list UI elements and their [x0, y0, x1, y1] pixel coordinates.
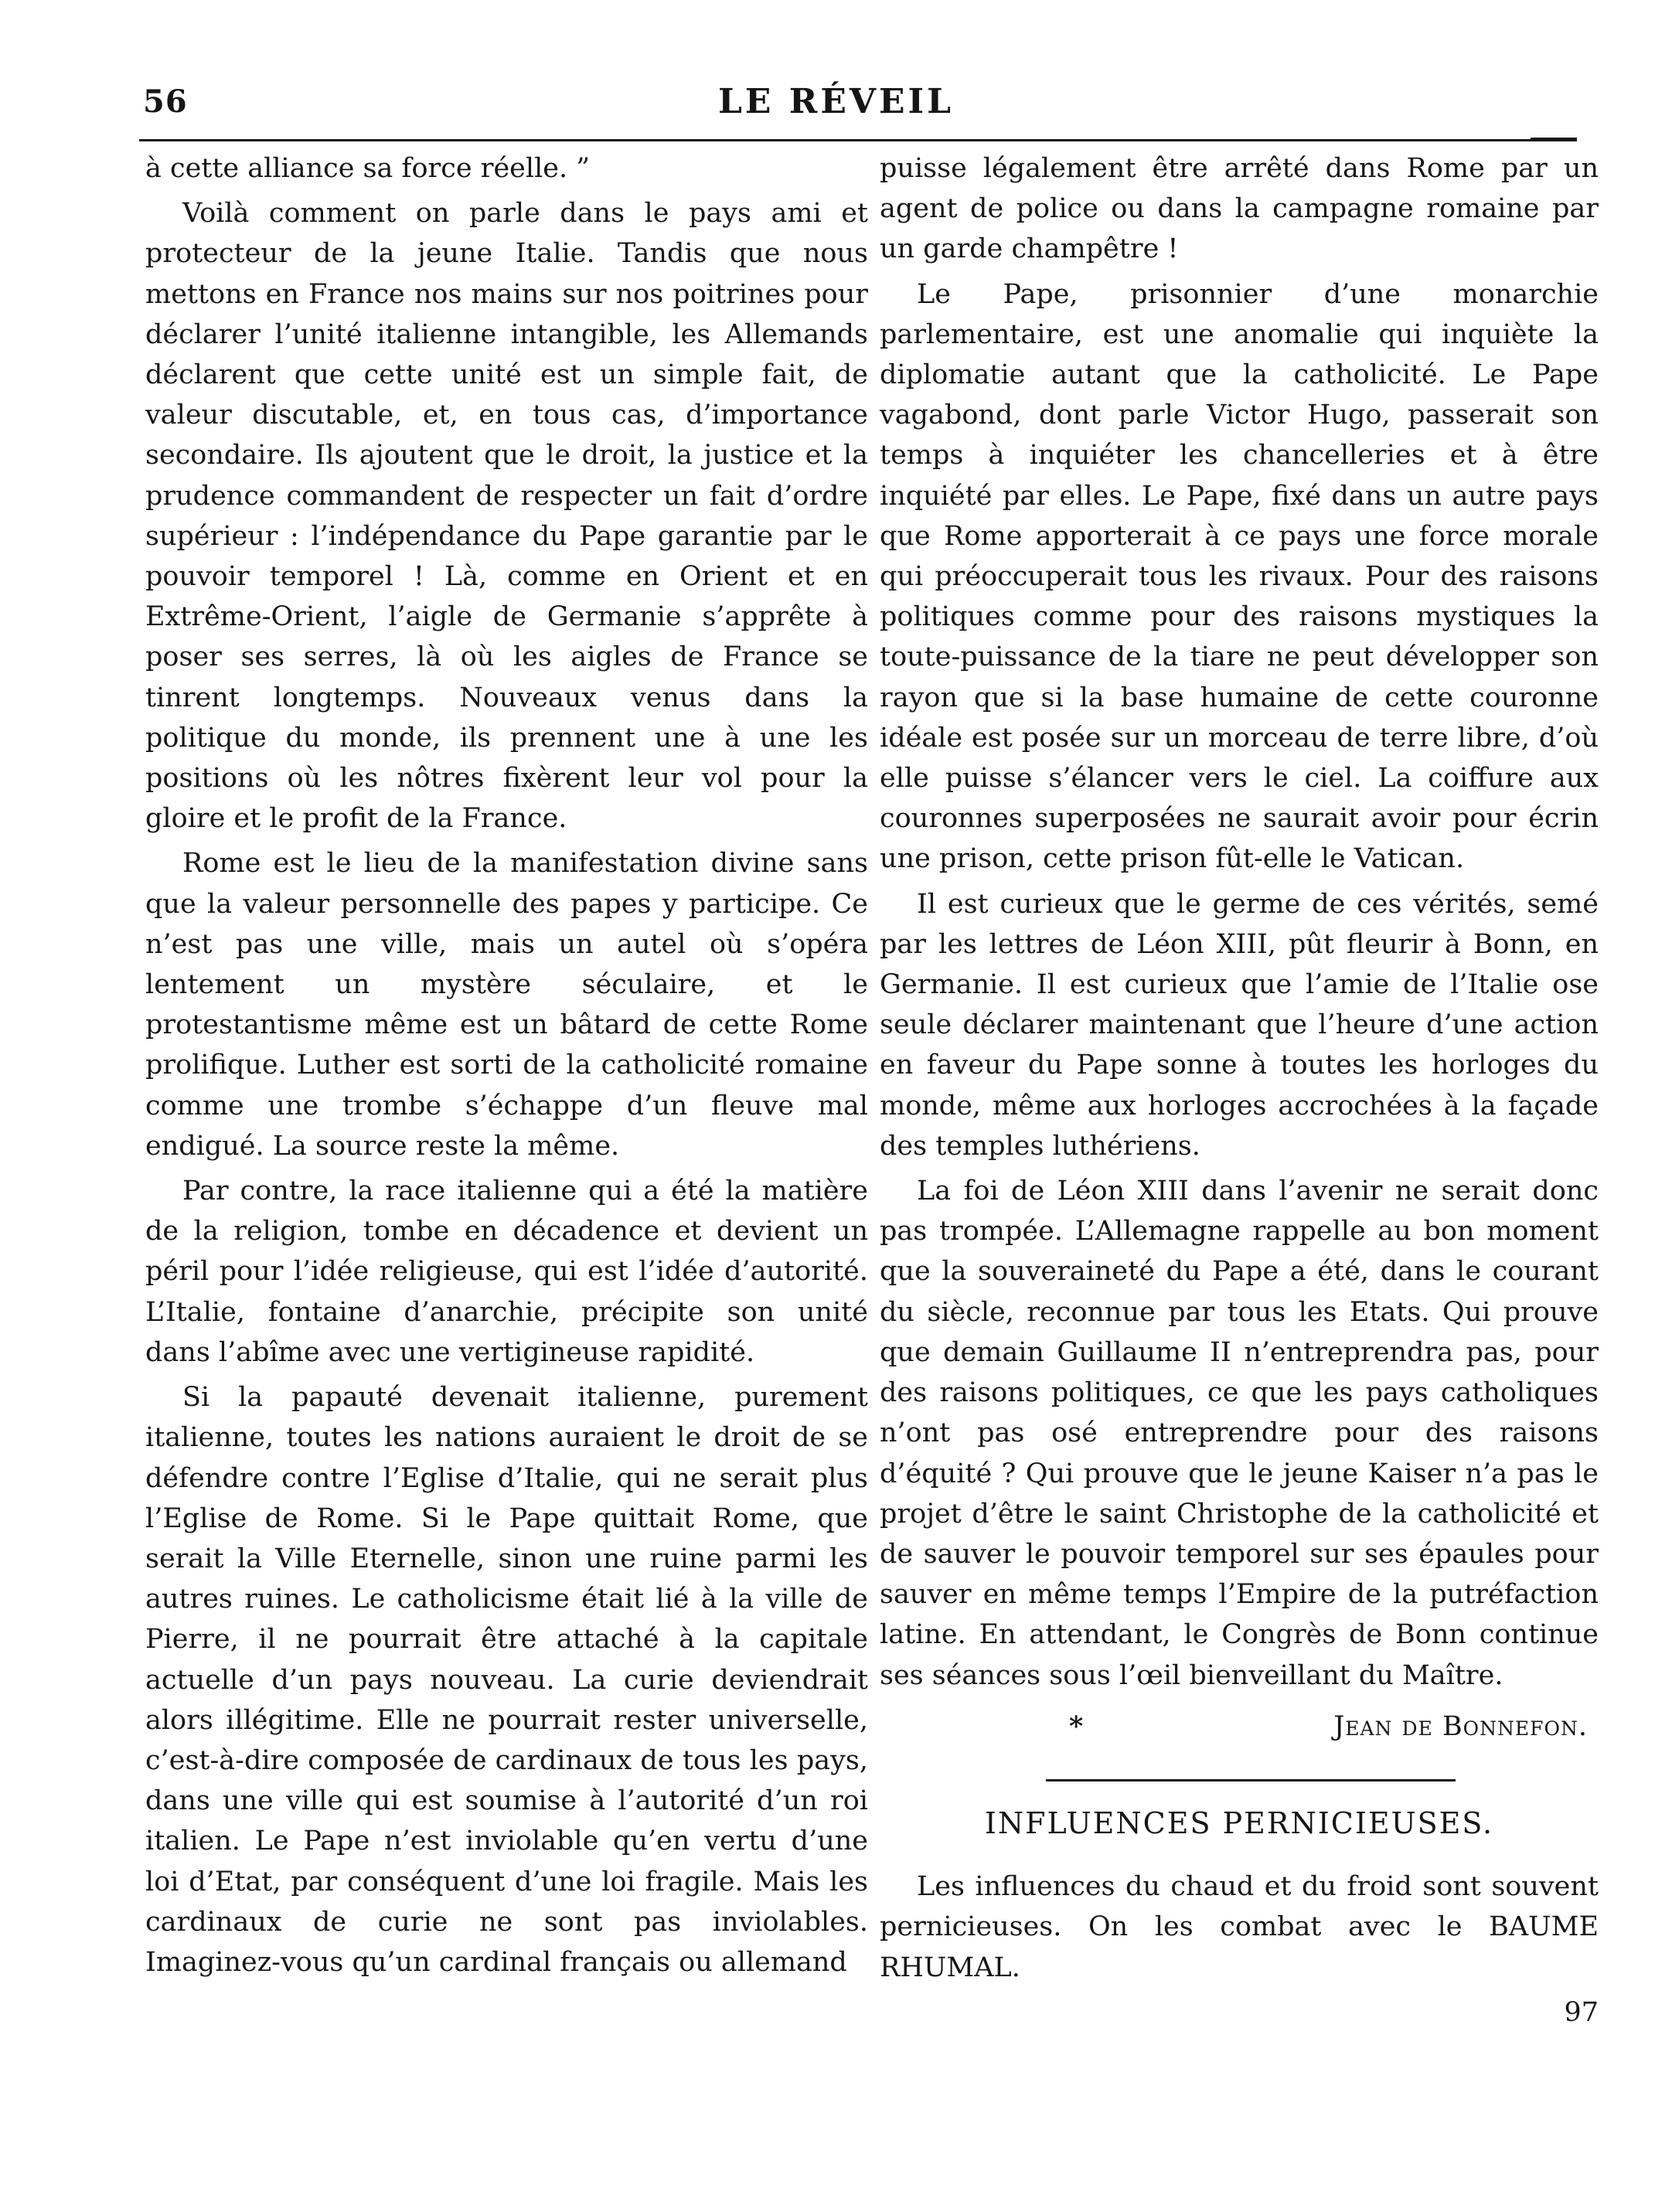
signature-line	[880, 1707, 1599, 1747]
paragraph: Il est curieux que le germe de ces vérités, semé par les lettres de Léon XIII, pût fleurir à Bonn, en Germanie. Il est curieux que l’amie de l’Italie ose seule déclarer maintenant que l’heure d’une action en faveur du Pape sonne à toutes les horloges du monde, même aux horloges accrochées à la façade des temples luthériens.	[880, 888, 1599, 1162]
paragraph: Voilà comment on parle dans le pays ami et protecteur de la jeune Italie. Tandis que nous mettons en France nos mains sur nos poitrines pour déclarer l’unité italienne intangible, les Allemands déclarent que cette unité est un simple fait, de valeur discutable, et, en tous cas, d’importance secondaire. Ils ajoutent que le droit, la justice et la prudence commandent de respecter un fait d’ordre supérieur : l’indépendance du Pape garantie par le pouvoir temporel ! Là, comme en Orient et en Extrême-Orient, l’aigle de Germanie s’apprête à poser ses serres, là où les aigles de France se tinrent longtemps. Nouveaux venus dans la politique du monde, ils prennent une à une les positions où les nôtres fixèrent leur vol pour la gloire et le profit de la France.	[145, 198, 868, 835]
header-rule	[139, 139, 1577, 141]
paragraph: La foi de Léon XIII dans l’avenir ne serait donc pas trompée. L’Allemagne rappelle au bon moment que la souveraineté du Pape a été, dans le courant du siècle, reconnue par tous les Etats. Qui prouve que demain Guillaume II n’entreprendra pas, pour des raisons politiques, ce que les pays catholiques n’ont pas osé entreprendre pour des raisons d’équité ? Qui prouve que le jeune Kaiser n’a pas le projet d’être le saint Christophe de la catholicité et de sauver le pouvoir temporel sur ses épaules pour sauver en même temps l’Empire de la putréfaction latine. En attendant, le Congrès de Bonn continue ses séances sous l’œil bienveillant du Maître.	[880, 1176, 1599, 1691]
advertisement-text: Les influences du chaud et du froid sont souvent pernicieuses. On les combat avec le BAUME RHUMAL.	[880, 1871, 1599, 1983]
journal-title: LE RÉVEIL	[717, 82, 955, 121]
paragraph: Le Pape, prisonnier d’une monarchie parlementaire, est une anomalie qui inquiète la diplomatie autant que la catholicité. Le Pape vagabond, dont parle Victor Hugo, passerait son temps à inquiéter les chancelleries et à être inquiété par elles. Le Pape, fixé dans un autre pays que Rome apporterait à ce pays une force morale qui préoccuperait tous les rivaux. Pour des raisons politiques comme pour des raisons mystiques la toute-puissance de la tiare ne peut développer son rayon que si la base humaine de cette couronne idéale est posée sur un morceau de terre libre, d’où elle puisse s’élancer vers le ciel. La coiffure aux couronnes superposées ne saurait avoir pour écrin une prison, cette prison fût-elle le Vatican.	[880, 278, 1599, 875]
paragraph: Rome est le lieu de la manifestation divine sans que la valeur personnelle des papes y participe. Ce n’est pas une ville, mais un autel où s’opéra lentement un mystère séculaire, et le protestantisme même est un bâtard de cette Rome prolifique. Luther est sorti de la catholicité romaine comme une trombe s’échappe d’un fleuve mal endigué. La source reste la même.	[145, 848, 868, 1162]
signature-mark: *	[1069, 1710, 1084, 1742]
right-column	[880, 148, 1599, 2033]
section-divider	[1046, 1779, 1456, 1782]
paragraph: puisse légalement être arrêté dans Rome par un agent de police ou dans la campagne romaine par un garde champêtre !	[880, 153, 1599, 265]
advertisement-footer	[880, 1993, 1599, 2033]
paragraph: Si la papauté devenait italienne, purement italienne, toutes les nations auraient le droit de se défendre contre l’Eglise d’Italie, qui ne serait plus l’Eglise de Rome. Si le Pape quittait Rome, que serait la Ville Eternelle, sinon une ruine parmi les autres ruines. Le catholicisme était lié à la ville de Pierre, il ne pourrait être attaché à la capitale actuelle d’un pays nouveau. La curie deviendrait alors illégitime. Elle ne pourrait rester universelle, c’est-à-dire composée de cardinaux de tous les pays, dans une ville qui est soumise à l’autorité d’un roi italien. Le Pape n’est inviolable qu’en vertu d’une loi d’Etat, par conséquent d’une loi fragile. Mais les cardinaux de curie ne sont pas inviolables. Imaginez-vous qu’un cardinal français ou allemand	[145, 1382, 868, 1978]
left-column	[145, 148, 868, 1987]
page-number: 56	[143, 83, 188, 120]
paragraph: Par contre, la race italienne qui a été la matière de la religion, tombe en décadence et devient un péril pour l’idée religieuse, qui est l’idée d’autorité. L’Italie, fontaine d’anarchie, précipite son unité dans l’abîme avec une vertigineuse rapidité.	[145, 1176, 868, 1368]
advertisement-number: 97	[1564, 1996, 1599, 2028]
section-title: INFLUENCES PERNICIEUSES.	[984, 1805, 1494, 1840]
author-signature: Jean de Bonnefon.	[1333, 1710, 1588, 1742]
paragraph: à cette alliance sa force réelle. ”	[145, 153, 591, 184]
